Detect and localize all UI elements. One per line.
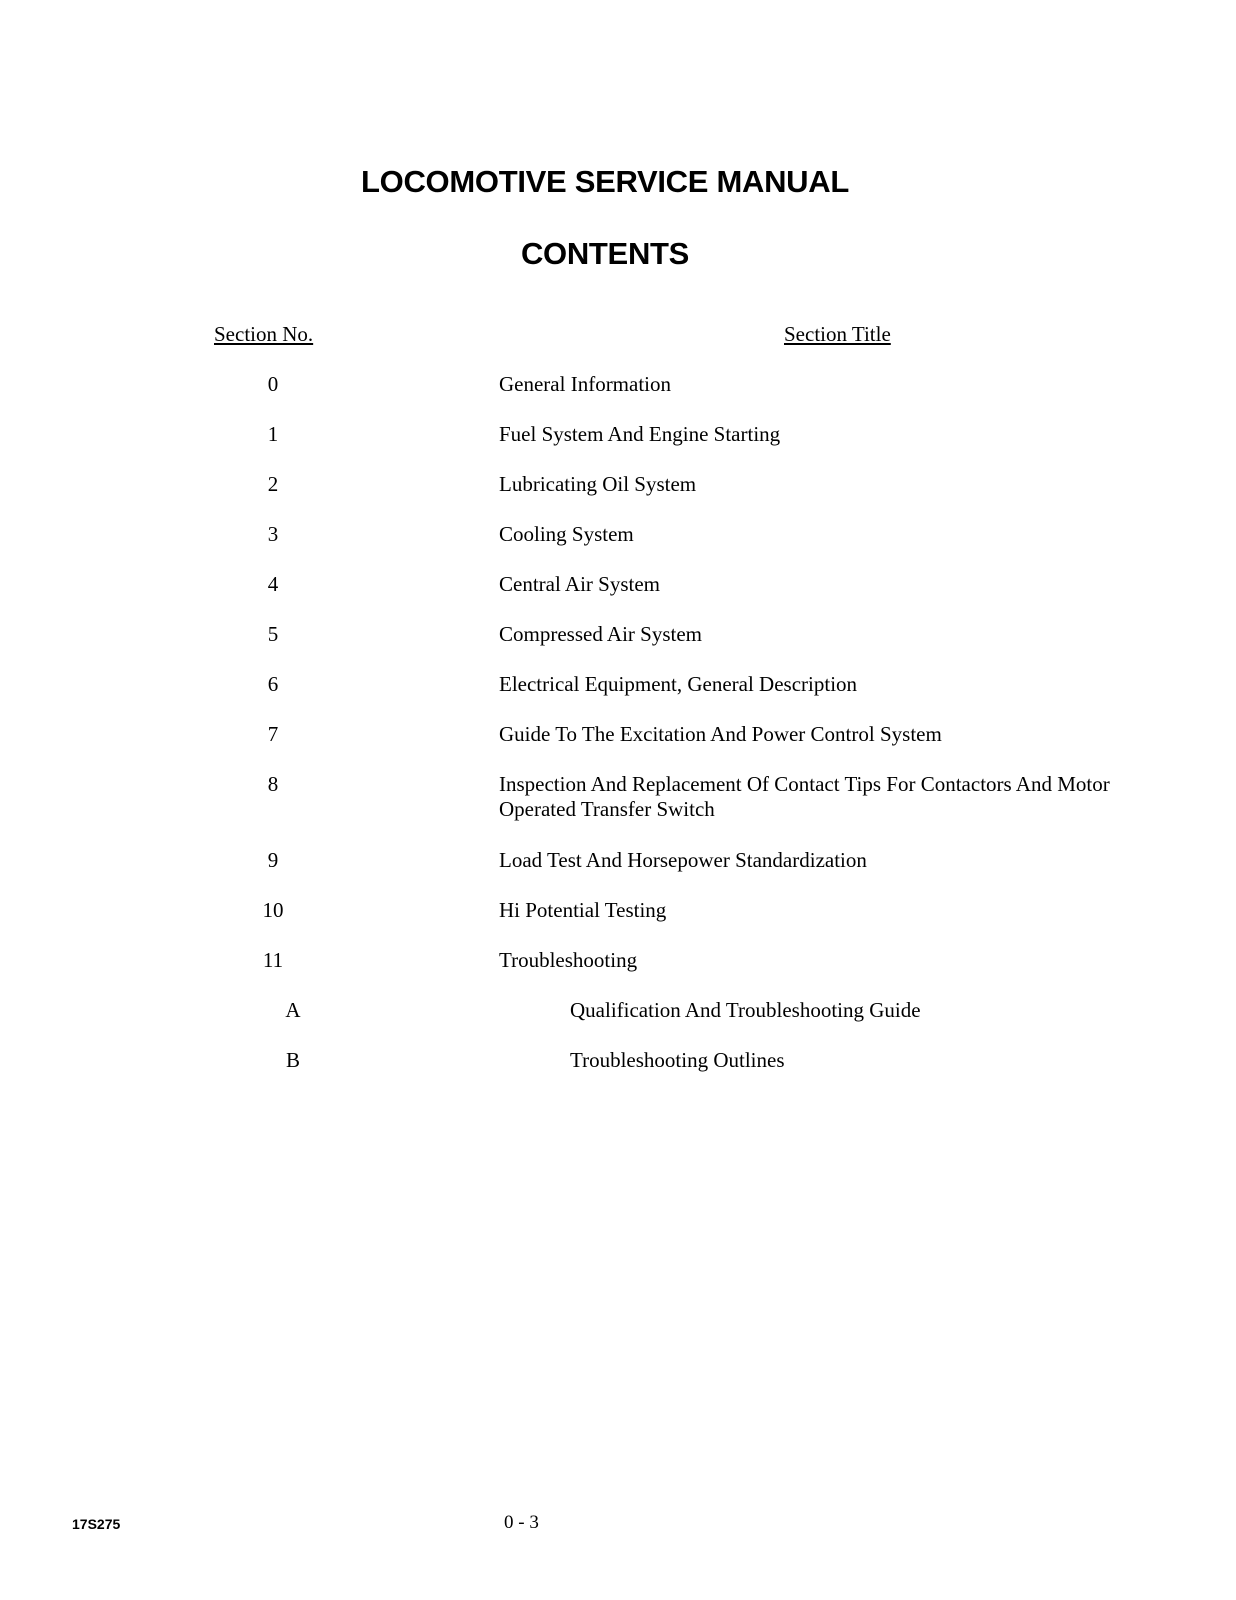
toc-entry-title: Central Air System bbox=[499, 572, 660, 596]
toc-entry-number: 4 bbox=[267, 572, 279, 596]
toc-entry-title: Lubricating Oil System bbox=[499, 472, 697, 496]
toc-entry-title: Electrical Equipment, General Description bbox=[499, 672, 858, 696]
toc-entry-number: 1 bbox=[267, 422, 279, 446]
toc-entry-number: B bbox=[285, 1048, 300, 1072]
toc-entry-title: Load Test And Horsepower Standardization bbox=[499, 848, 867, 872]
document-id: 17S275 bbox=[72, 1516, 121, 1532]
toc-entry-number: 0 bbox=[267, 372, 279, 396]
toc-entry-number: 6 bbox=[267, 672, 279, 696]
toc-entry-title: Hi Potential Testing bbox=[499, 898, 667, 922]
toc-entry-title: Compressed Air System bbox=[499, 622, 702, 646]
toc-entry-number: 7 bbox=[267, 722, 279, 746]
toc-entry-title: Qualification And Troubleshooting Guide bbox=[570, 998, 921, 1022]
page-number: 0 - 3 bbox=[504, 1512, 539, 1533]
toc-entry-title: Cooling System bbox=[499, 522, 634, 546]
toc-entry-number: 9 bbox=[267, 848, 279, 872]
toc-entry-title: Troubleshooting Outlines bbox=[570, 1048, 785, 1072]
toc-entry-number: 5 bbox=[267, 622, 279, 646]
toc-entry-number: 10 bbox=[262, 898, 284, 922]
toc-entry-title: Guide To The Excitation And Power Control System bbox=[499, 722, 942, 746]
contents-heading: CONTENTS bbox=[520, 236, 690, 271]
toc-entry-title: Troubleshooting bbox=[499, 948, 638, 972]
section-title-header: Section Title bbox=[784, 322, 891, 346]
toc-entry-title: Fuel System And Engine Starting bbox=[499, 422, 781, 446]
document-title: LOCOMOTIVE SERVICE MANUAL bbox=[361, 164, 849, 199]
toc-entry-number: 2 bbox=[267, 472, 279, 496]
toc-entry-title: General Information bbox=[499, 372, 672, 396]
section-number-header: Section No. bbox=[214, 322, 314, 346]
toc-entry-number: 8 bbox=[267, 772, 279, 796]
toc-entry-number: A bbox=[285, 998, 301, 1022]
toc-entry-number: 3 bbox=[267, 522, 279, 546]
toc-entry-title: Inspection And Replacement Of Contact Tips For Contactors And Motor Operated Transfer Switch bbox=[499, 772, 1110, 821]
toc-entry-number: 11 bbox=[262, 948, 284, 972]
